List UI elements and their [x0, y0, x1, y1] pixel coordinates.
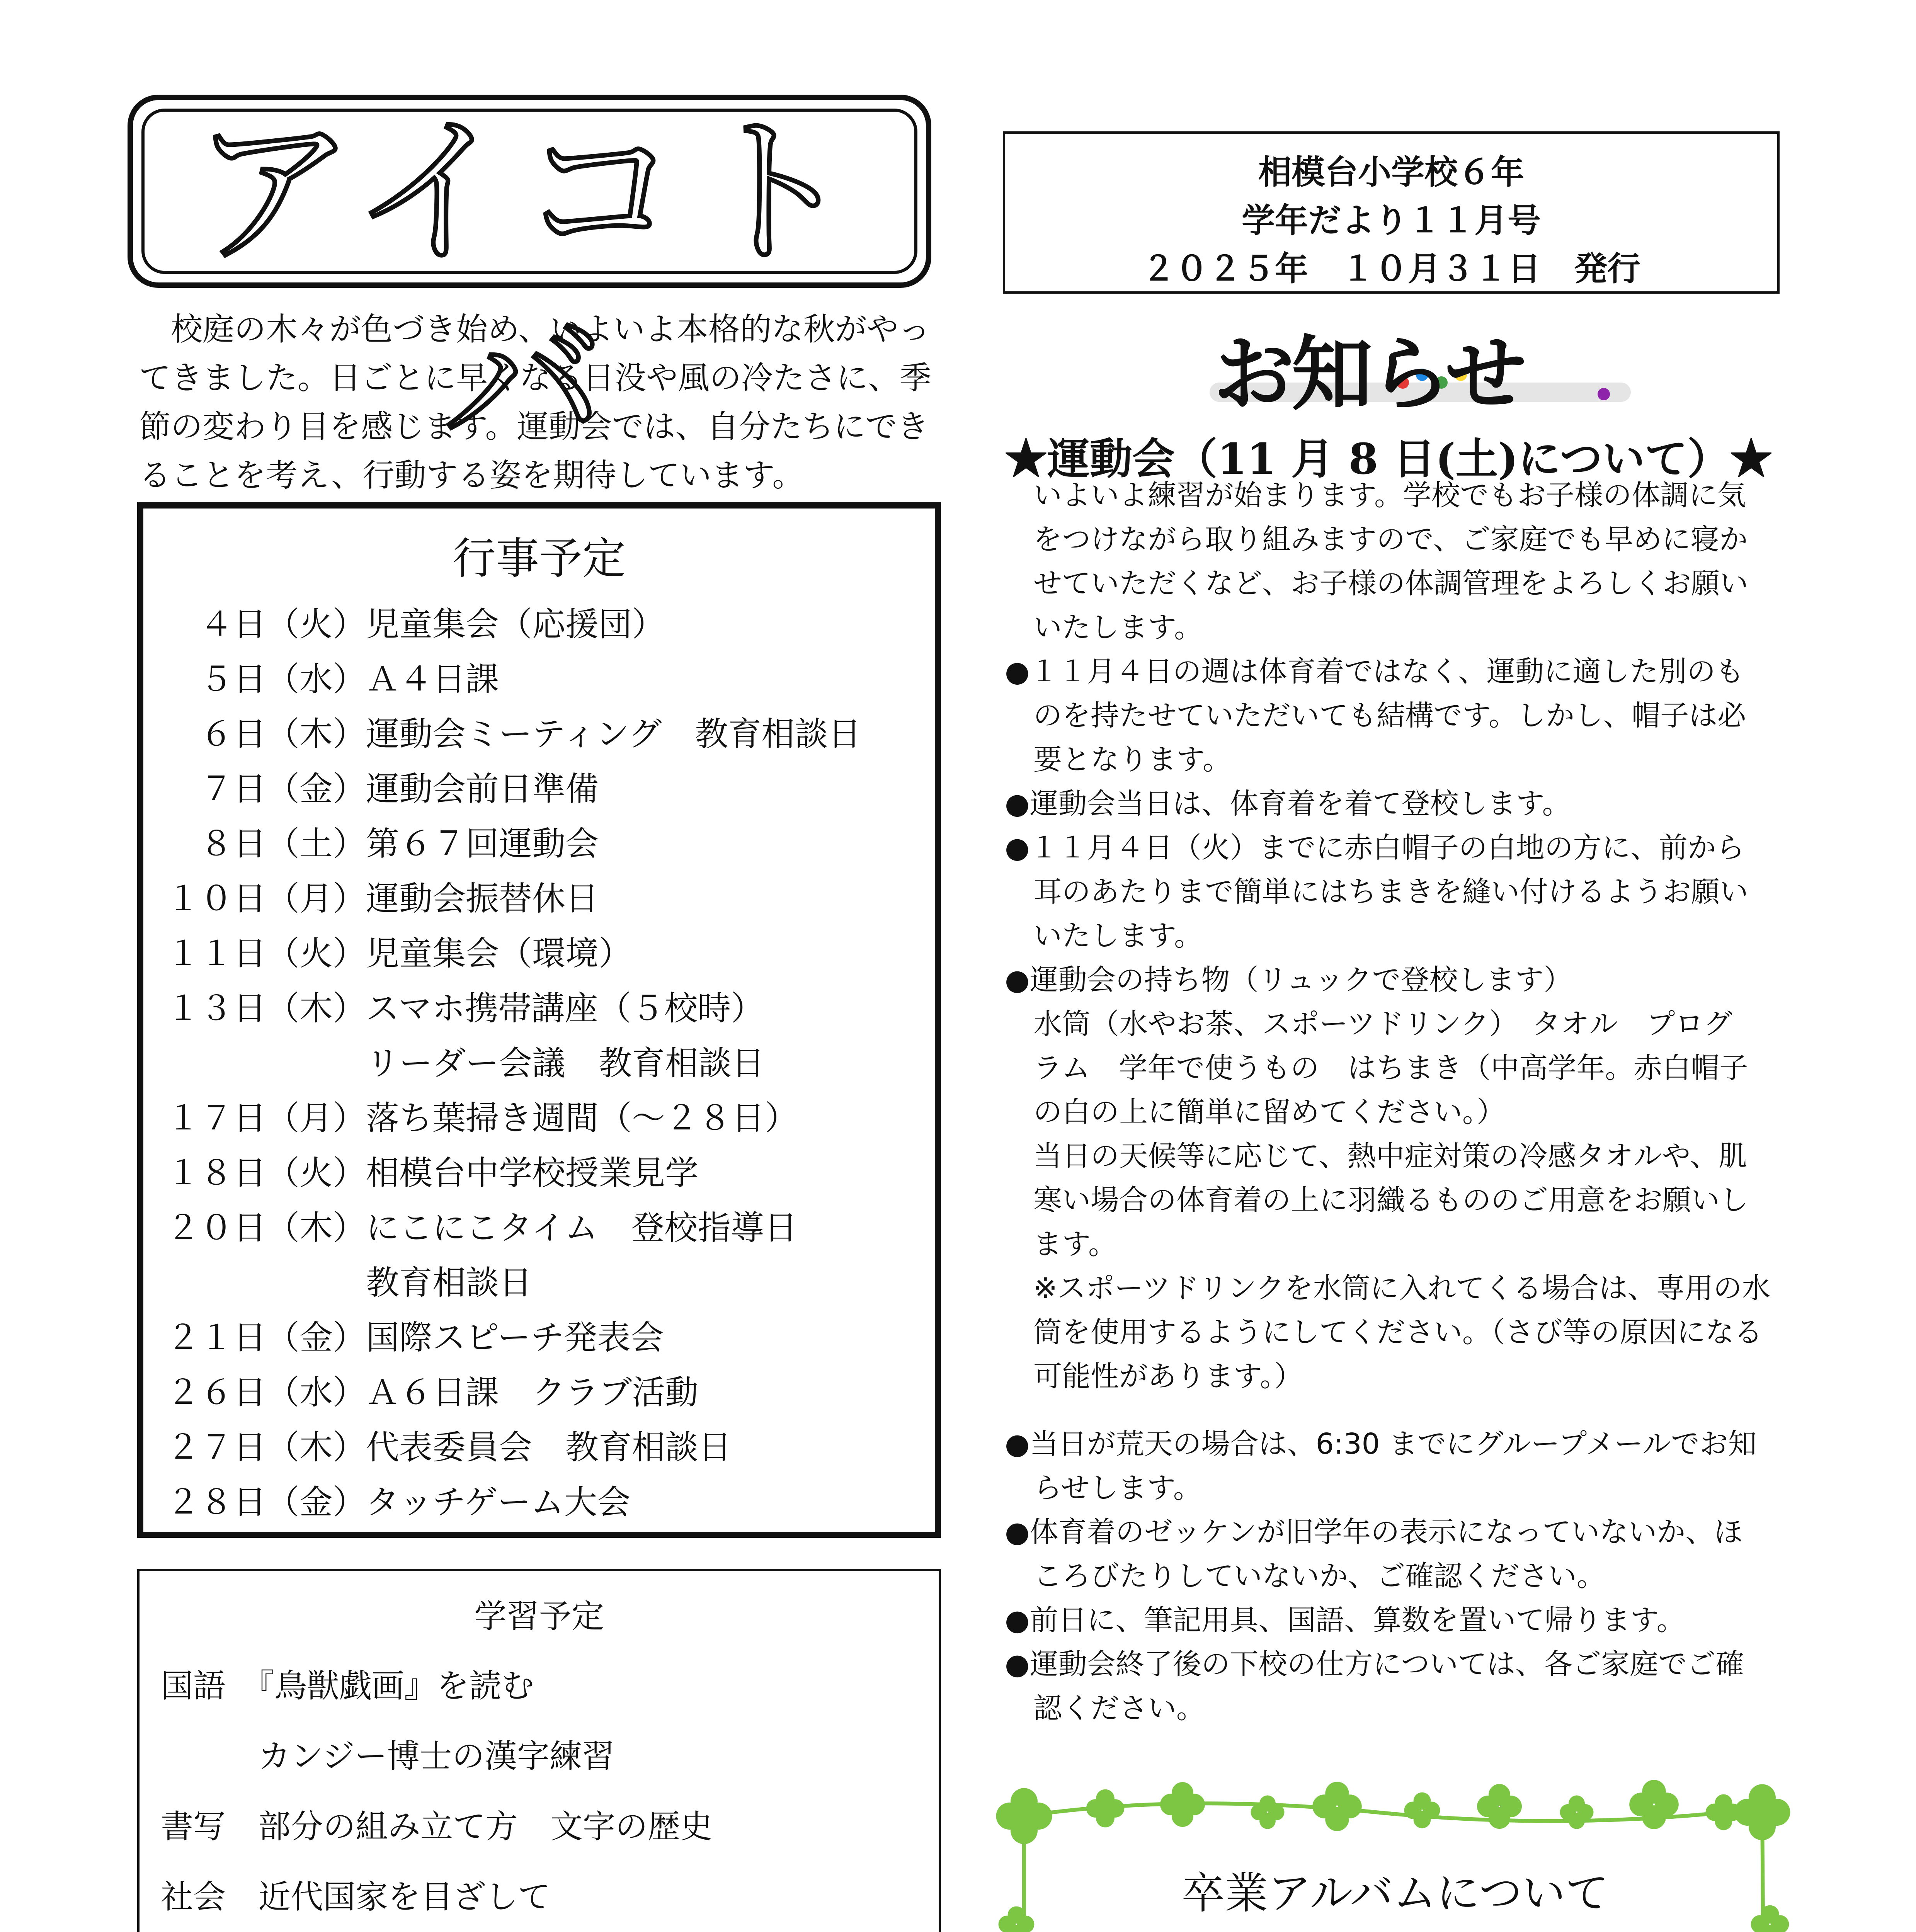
sports-line: ●当日が荒天の場合は、6:30 までにグループメールでお知	[1005, 1427, 1757, 1461]
sports-line: 当日の天候等に応じて、熱中症対策の冷感タオルや、肌	[1005, 1139, 1748, 1173]
sports-line: ころびたりしていないか、ご確認ください。	[1005, 1560, 1605, 1593]
schedule-row: ５日（水）Ａ４日課	[167, 660, 499, 699]
study-row: カンジー博士の漢字練習	[161, 1737, 614, 1775]
sports-line: ●１１月４日（火）までに赤白帽子の白地の方に、前から	[1005, 831, 1745, 864]
newsletter-header-box	[1003, 131, 1780, 294]
schedule-row: 教育相談日	[167, 1264, 532, 1302]
clover-icon	[1560, 1796, 1594, 1829]
clover-icon	[1404, 1793, 1440, 1828]
notice-heading	[1198, 325, 1642, 422]
issue-name: 学年だより１１月号	[1242, 201, 1541, 240]
schedule-row: １７日（月）落ち葉掃き週間（～２８日）	[167, 1099, 798, 1138]
sports-line: 要となります。	[1005, 743, 1232, 776]
schedule-row: ８日（土）第６７回運動会	[167, 825, 599, 863]
sports-line: いよいよ練習が始まります。学校でもお子様の体調に気	[1005, 479, 1746, 512]
schedule-row: リーダー会議 教育相談日	[167, 1044, 765, 1083]
sports-line: ●体育着のゼッケンが旧学年の表示になっていないか、ほ	[1005, 1515, 1743, 1549]
sports-line: ラム 学年で使うもの はちまき（中高学年。赤白帽子	[1005, 1051, 1748, 1085]
sports-line: 寒い場合の体育着の上に羽織るもののご用意をお願いし	[1005, 1184, 1748, 1217]
schedule-row: ４日（火）児童集会（応援団）	[167, 605, 665, 644]
schedule-row: １８日（火）相模台中学校授業見学	[167, 1154, 698, 1192]
sports-line: ます。	[1005, 1228, 1117, 1261]
study-row: 社会 近代国家を目ざして	[161, 1878, 551, 1916]
sports-line: いたします。	[1005, 611, 1203, 644]
sports-line: せていただくなど、お子様の体調管理をよろしくお願い	[1005, 567, 1748, 600]
clover-icon	[1312, 1782, 1362, 1831]
intro-paragraph	[139, 305, 931, 500]
schedule-row: ２７日（木）代表委員会 教育相談日	[167, 1428, 732, 1467]
sports-line: ●運動会終了後の下校の仕方については、各ご家庭でご確	[1005, 1648, 1744, 1681]
sports-line: ●運動会の持ち物（リュックで登校します）	[1005, 963, 1572, 997]
sports-line: ●前日に、筆記用具、国語、算数を置いて帰ります。	[1005, 1604, 1685, 1637]
sports-day-heading: ★運動会（11 月 8 日(土)について）★	[1005, 434, 1773, 484]
schedule-row: ２６日（水）Ａ６日課 クラブ活動	[167, 1373, 698, 1412]
sports-line: 耳のあたりまで簡単にはちまきを縫い付けるようお願い	[1005, 875, 1748, 908]
sports-line: らせします。	[1005, 1471, 1202, 1505]
sports-line: ●運動会当日は、体育着を着て登校します。	[1005, 787, 1571, 820]
study-plan-box	[137, 1569, 941, 1932]
study-plan-title: 学習予定	[474, 1597, 604, 1635]
event-schedule-box	[137, 502, 941, 1538]
schedule-row: １０日（月）運動会振替休日	[167, 879, 599, 918]
album-section	[989, 1770, 1801, 1932]
schedule-row: ２１日（金）国際スピーチ発表会	[167, 1318, 664, 1357]
sports-line: 認ください。	[1005, 1692, 1205, 1725]
schedule-row: ６日（木）運動会ミーティング 教育相談日	[167, 715, 861, 753]
schedule-row: ７日（金）運動会前日準備	[167, 770, 599, 808]
intro-text: 校庭の木々が色づき始め、いよいよ本格的な秋がやってきました。日ごとに早くなる日没や風の冷たさに、季節の変わり目を感じます。運動会では、自分たちにできることを考え、行動する姿を期待しています。	[139, 311, 932, 494]
schedule-row: ２８日（金）タッチゲーム大会	[167, 1483, 631, 1522]
sports-line: をつけながら取り組みますので、ご家庭でも早めに寝か	[1005, 523, 1748, 556]
sports-line: のを持たせていただいても結構です。しかし、帽子は必	[1005, 699, 1746, 732]
clover-icon	[1629, 1780, 1679, 1829]
school-name: 相模台小学校６年	[1258, 153, 1524, 192]
sports-line: 筒を使用するようにしてください。（さび等の原因になる	[1005, 1316, 1763, 1349]
sports-line: ●１１月４日の週は体育着ではなく、運動に適した別のも	[1005, 655, 1744, 688]
schedule-row: １１日（火）児童集会（環境）	[167, 934, 632, 973]
clover-icon	[1251, 1796, 1285, 1829]
sports-line: いたします。	[1005, 919, 1203, 952]
issue-date: ２０２５年 １０月３１日 発行	[1142, 250, 1640, 288]
sports-line: ※スポーツドリンクを水筒に入れてくる場合は、専用の水	[1005, 1272, 1771, 1305]
study-row: 書写 部分の組み立て方 文字の歴史	[161, 1808, 713, 1845]
newsletter-title: アイコトバ	[192, 98, 867, 480]
notice-heading-text: お知らせ	[1213, 327, 1523, 422]
sports-line: の白の上に簡単に留めてください。）	[1005, 1095, 1505, 1129]
sports-line: 可能性があります。）	[1005, 1360, 1303, 1393]
schedule-row: ２０日（木）にこにこタイム 登校指導日	[167, 1209, 798, 1247]
album-title: 卒業アルバムについて	[1181, 1868, 1609, 1918]
sports-line: 水筒（水やお茶、スポーツドリンク） タオル プログ	[1005, 1007, 1732, 1041]
event-schedule-title: 行事予定	[453, 534, 626, 584]
study-row: 国語 『鳥獣戯画』を読む	[161, 1667, 534, 1705]
schedule-row: １３日（木）スマホ携帯講座（５校時）	[167, 989, 764, 1028]
